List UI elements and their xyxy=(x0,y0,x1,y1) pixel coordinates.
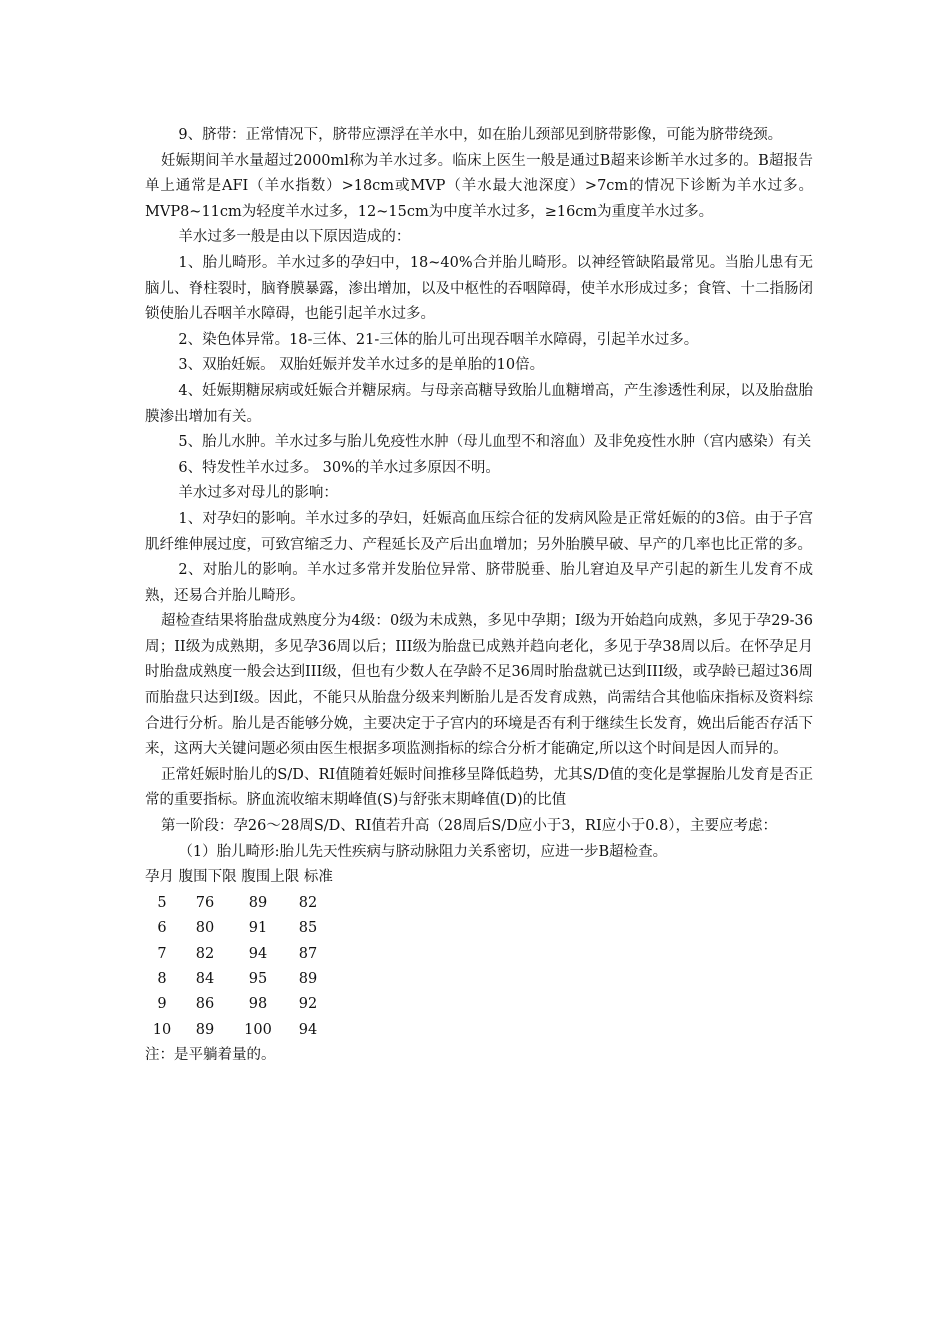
paragraph: 1、对孕妇的影响。羊水过多的孕妇，妊娠高血压综合征的发病风险是正常妊娠的的3倍。由于子宫肌纤维伸展过度，可致宫缩乏力、产程延长及产后出血增加；另外胎膜早破、早产的几率也比正常的多。 xyxy=(145,510,813,553)
table-cell: 8 xyxy=(157,970,167,987)
table-row xyxy=(145,967,813,992)
document-body xyxy=(145,123,813,865)
paragraph: 正常妊娠时胎儿的S/D、RI值随着妊娠时间推移呈降低趋势，尤其S/D值的变化是掌握胎儿发育是否正常的重要指标。脐血流收缩末期峰值(S)与舒张末期峰值(D)的比值 xyxy=(145,766,813,809)
table-cell: 100 xyxy=(244,1021,272,1038)
table-cell: 82 xyxy=(298,894,318,911)
paragraph: 6、特发性羊水过多。 30%的羊水过多原因不明。 xyxy=(178,459,500,476)
table-cell: 91 xyxy=(248,920,268,937)
paragraph: 1、胎儿畸形。羊水过多的孕妇中，18~40%合并胎儿畸形。以神经管缺陷最常见。当胎儿患有无脑儿、脊柱裂时，脑脊膜暴露，渗出增加，以及中枢性的吞咽障碍，使羊水形成过多；食管、十二指肠闭锁使胎儿吞咽羊水障碍，也能引起羊水过多。 xyxy=(145,254,813,323)
paragraph: 2、染色体异常。18-三体、21-三体的胎儿可出现吞咽羊水障碍，引起羊水过多。 xyxy=(178,331,699,348)
table-row xyxy=(145,992,813,1017)
document-page xyxy=(145,123,813,1069)
paragraph: 3、双胎妊娠。 双胎妊娠并发羊水过多的是单胎的10倍。 xyxy=(178,357,545,374)
paragraph: （1）胎儿畸形:胎儿先天性疾病与脐动脉阻力关系密切，应进一步B超检查。 xyxy=(178,843,668,860)
table-row xyxy=(145,891,813,916)
table-header: 孕月 腹围下限 腹围上限 标准 xyxy=(145,869,333,886)
table-cell: 87 xyxy=(298,945,318,962)
paragraph: 羊水过多一般是由以下原因造成的： xyxy=(178,229,411,246)
table-cell: 89 xyxy=(248,894,268,911)
table-cell: 6 xyxy=(157,920,167,937)
table-cell: 80 xyxy=(195,920,215,937)
table-cell: 92 xyxy=(298,996,318,1013)
table-row xyxy=(145,916,813,941)
table-row xyxy=(145,1018,813,1043)
table-row xyxy=(145,942,813,967)
table-cell: 10 xyxy=(152,1021,172,1038)
paragraph: 5、胎儿水肿。羊水过多与胎儿免疫性水肿（母儿血型不和溶血）及非免疫性水肿（宫内感染）有关 xyxy=(178,434,812,451)
table-cell: 82 xyxy=(195,945,215,962)
table-cell: 94 xyxy=(298,1021,318,1038)
table-cell: 85 xyxy=(298,920,318,937)
table-cell: 9 xyxy=(157,996,167,1013)
paragraph: 超检查结果将胎盘成熟度分为4级：0级为未成熟，多见中孕期；I级为开始趋向成熟，多见于孕29-36周；II级为成熟期，多见孕36周以后；III级为胎盘已成熟并趋向老化，多见于孕38周以后。在怀孕足月时胎盘成熟度一般会达到III级，但也有少数人在孕龄不足36周时胎盘就已达到III级，或孕龄已超过36周而胎盘只达到I级。因此，不能只从胎盘分级来判断胎儿是否发育成熟，尚需结合其他临床指标及资料综合进行分析。胎儿是否能够分娩，主要决定于子宫内的环境是否有利于继续生长发育，娩出后能否存活下来，这两大关键问题必须由医生根据多项监测指标的综合分析才能确定,所以这个时间是因人而异的。 xyxy=(145,613,813,758)
paragraph: 妊娠期间羊水量超过2000ml称为羊水过多。临床上医生一般是通过B超来诊断羊水过多的。B超报告单上通常是AFI（羊水指数）>18cm或MVP（羊水最大池深度）>7cm的情况下诊断为羊水过多。MVP8~11cm为轻度羊水过多，12~15cm为中度羊水过多，≥16cm为重度羊水过多。 xyxy=(145,152,813,220)
paragraph: 9、脐带：正常情况下，脐带应漂浮在羊水中，如在胎儿颈部见到脐带影像，可能为脐带绕颈。 xyxy=(178,127,783,143)
table-cell: 98 xyxy=(248,996,268,1013)
table-cell: 84 xyxy=(195,970,215,987)
paragraph: 第一阶段：孕26～28周S/D、RI值若升高（28周后S/D应小于3，RI应小于0.8），主要应考虑： xyxy=(160,818,778,835)
table-cell: 86 xyxy=(195,996,215,1013)
table-cell: 94 xyxy=(248,945,268,962)
paragraph: 羊水过多对母儿的影响： xyxy=(178,485,338,502)
table-cell: 89 xyxy=(195,1021,215,1038)
paragraph: 4、妊娠期糖尿病或妊娠合并糖尿病。与母亲高糖导致胎儿血糖增高，产生渗透性利尿，以及胎盘胎膜渗出增加有关。 xyxy=(145,382,813,425)
table-cell: 5 xyxy=(157,894,167,911)
table-cell: 95 xyxy=(248,970,268,987)
waist-table xyxy=(145,891,813,1043)
table-note: 注：是平躺着量的。 xyxy=(145,1047,276,1064)
table-cell: 89 xyxy=(298,970,318,987)
table-cell: 7 xyxy=(157,945,167,962)
paragraph: 2、对胎儿的影响。羊水过多常并发胎位异常、脐带脱垂、胎儿窘迫及早产引起的新生儿发育不成熟，还易合并胎儿畸形。 xyxy=(145,562,813,604)
table-cell: 76 xyxy=(195,894,215,911)
